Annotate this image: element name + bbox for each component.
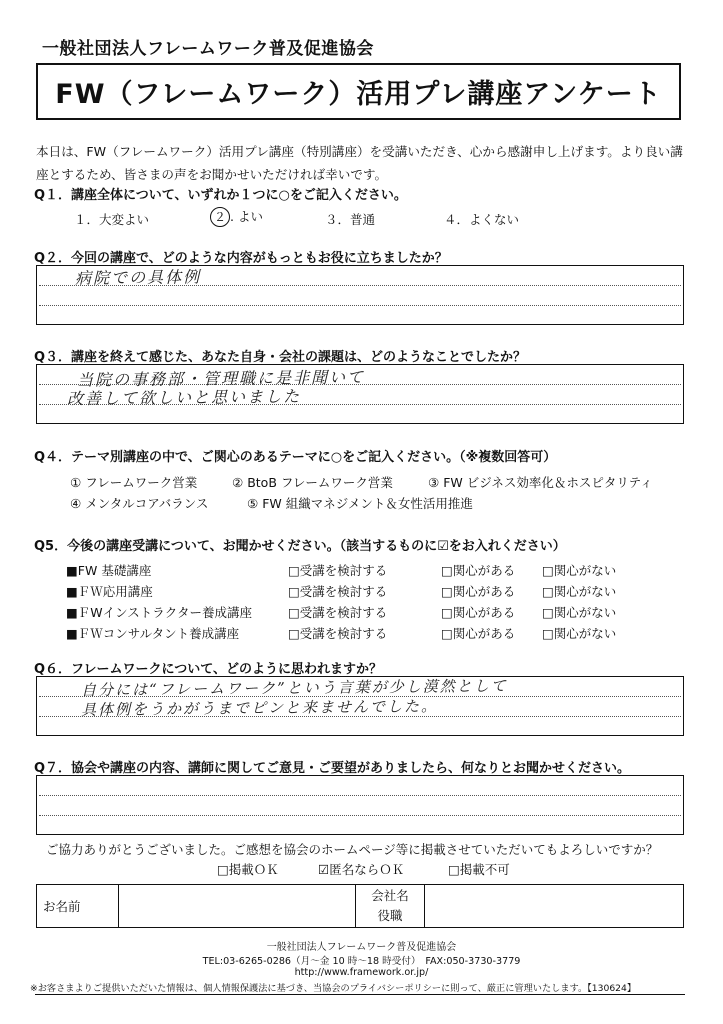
q5-course-1: ■FW 基礎講座 (66, 563, 152, 578)
footer-privacy-note: ※お客さまよりご提供いただいた情報は、個人情報保護法に基づき、当協会のプライバシーポリシーに則って、厳正に管理いたします。【130624】 (30, 983, 637, 994)
consent-question: ご協力ありがとうございました。ご感想を協会のホームページ等に掲載させていただいてもよろしいですか？ (46, 842, 659, 857)
footer-url[interactable]: http://www.framework.or.jp/ (294, 967, 429, 978)
q5-checkbox-not-interested[interactable]: □関心がない (542, 626, 617, 641)
q4-theme-1-label: フレームワーク営業 (85, 475, 198, 490)
company-label: 会社名 (371, 888, 409, 903)
intro-line-1: 本日は、FW（フレームワーク）活用プレ講座（特別講座）を受講いただき、心から感謝申し上げます。より良い講 (36, 144, 683, 159)
q5-checkbox-not-interested[interactable]: □関心がない (542, 605, 617, 620)
q1-option-3[interactable]: ３．普通 (325, 212, 376, 227)
q5-question: Q5．今後の講座受講について、お聞かせください。（該当するものに☑をお入れください） (34, 539, 566, 554)
q1-option-1[interactable]: １．大変よい (74, 212, 150, 227)
q4-theme-3[interactable] (428, 473, 653, 491)
q5-checkbox-consider[interactable]: □受講を検討する (288, 563, 388, 578)
consent-option-ok[interactable]: □掲載ＯＫ (217, 862, 279, 877)
q3-answer-box[interactable] (36, 364, 684, 424)
q4-question: Q４．テーマ別講座の中で、ご関心のあるテーマに○をご記入ください。（※複数回答可） (34, 450, 557, 465)
role-label: 役職 (377, 908, 403, 923)
q2-answer-box[interactable] (36, 265, 684, 325)
q5-checkbox-not-interested[interactable]: □関心がない (542, 584, 617, 599)
q4-theme-1[interactable] (70, 473, 197, 491)
q5-checkbox-interested[interactable]: □関心がある (441, 626, 516, 641)
q5-course-4: ■ＦＷコンサルタント養成講座 (66, 626, 240, 641)
intro-text (36, 140, 684, 186)
q5-checkbox-consider[interactable]: □受講を検討する (288, 584, 388, 599)
q5-checkbox-not-interested[interactable]: □関心がない (542, 563, 617, 578)
q1-question: Q１．講座全体について、いずれか１つに○をご記入ください。 (34, 188, 407, 203)
dotted-line (39, 815, 681, 816)
consent-option-no[interactable]: □掲載不可 (448, 862, 510, 877)
name-company-table (36, 884, 684, 928)
name-label: お名前 (37, 885, 119, 928)
company-role-label-cell (356, 885, 425, 928)
q5-course-2: ■ＦＷ応用講座 (66, 584, 153, 599)
q6-answer-box[interactable] (36, 676, 684, 736)
dotted-line (39, 305, 681, 306)
q5-checkbox-interested[interactable]: □関心がある (441, 563, 516, 578)
q4-theme-2-label: BtoB フレームワーク営業 (247, 475, 393, 490)
intro-line-2: 座とするため、皆さまの声をお聞かせいただければ幸いです。 (36, 167, 388, 182)
q4-theme-3-label: FW ビジネス効率化＆ホスピタリティ (443, 475, 653, 490)
q5-course-3: ■ＦWインストラクター養成講座 (66, 605, 253, 620)
consent-option-anonymous[interactable]: ☑匿名ならＯＫ (318, 862, 405, 877)
q7-question: Q７．協会や講座の内容、講師に関してご意見・ご要望がありましたら、何なりとお聞かせください。 (34, 761, 631, 776)
q1-selected-circle: ２ (210, 207, 230, 227)
q5-checkbox-interested[interactable]: □関心がある (441, 584, 516, 599)
q2-question: Q２．今回の講座で、どのような内容がもっともお役に立ちましたか？ (34, 251, 448, 266)
q5-checkbox-interested[interactable]: □関心がある (441, 605, 516, 620)
survey-title: FW（フレームワーク）活用プレ講座アンケート (36, 63, 681, 120)
q4-theme-2[interactable] (232, 473, 393, 491)
q4-theme-4-num: ④ (70, 496, 82, 511)
q6-handwritten-answer-1: 自分には“フレームワーク”という言葉が少し漠然として (80, 676, 508, 700)
q1-option-4[interactable]: ４．よくない (444, 212, 520, 227)
q4-theme-1-num: ① (70, 475, 82, 490)
q3-question: Q３．講座を終えて感じた、あなた自身・会社の課題は、どのようなことでしたか？ (34, 350, 527, 365)
q1-option-2[interactable] (210, 207, 263, 227)
q5-checkbox-consider[interactable]: □受講を検討する (288, 605, 388, 620)
q3-handwritten-answer-2: 改善して欲しいと思いました (66, 386, 302, 409)
name-field[interactable] (119, 885, 356, 928)
q4-theme-3-num: ③ (428, 475, 440, 490)
q6-question: Q６．フレームワークについて、どのように思われますか？ (34, 662, 383, 677)
q2-handwritten-answer: 病院での具体例 (74, 267, 202, 288)
organization-name: 一般社団法人フレームワーク普及促進協会 (42, 39, 374, 59)
q4-theme-4-label: メンタルコアバランス (85, 496, 209, 511)
footer-org: 一般社団法人フレームワーク普及促進協会 (266, 942, 457, 953)
q4-theme-5[interactable] (247, 494, 473, 512)
q4-theme-5-num: ⑤ (247, 496, 259, 511)
q4-theme-2-num: ② (232, 475, 244, 490)
q4-theme-4[interactable] (70, 494, 208, 512)
q6-handwritten-answer-2: 具体例をうかがうまでピンと来ませんでした。 (80, 697, 439, 719)
company-role-field[interactable] (425, 885, 684, 928)
q1-option-2-label: . よい (230, 209, 263, 224)
q3-handwritten-answer-1: 当院の事務部・管理職に是非聞いて (76, 367, 366, 390)
q5-checkbox-consider[interactable]: □受講を検討する (288, 626, 388, 641)
q7-answer-box[interactable] (36, 775, 684, 835)
footer-contact: TEL:03-6265-0286（月～金 10 時～18 時受付） FAX:050-3730-3779 (202, 956, 521, 967)
dotted-line (39, 795, 681, 796)
q4-theme-5-label: FW 組織マネジメント＆女性活用推進 (262, 496, 473, 511)
footer-divider (35, 994, 685, 995)
